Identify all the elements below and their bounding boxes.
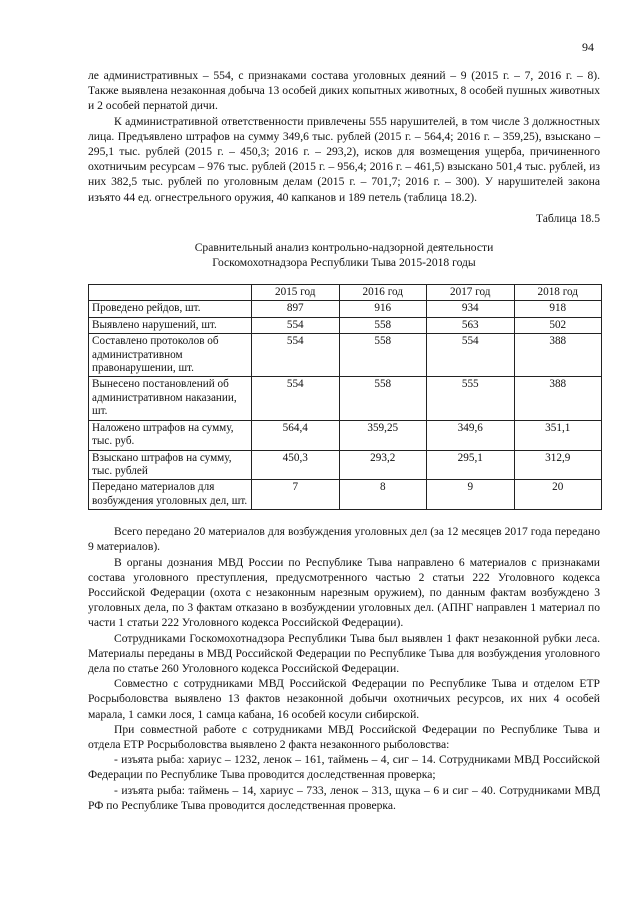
table-title-line-2: Госкомохотнадзора Республики Тыва 2015-2018 годы (212, 256, 476, 270)
table-cell: 564,4 (252, 420, 340, 450)
table-row (89, 377, 602, 420)
table-title-line-1: Сравнительный анализ контрольно-надзорной деятельности (194, 241, 494, 255)
table-cell: 388 (514, 334, 602, 377)
table-row (89, 420, 602, 450)
header-cell-2017: 2017 год (427, 285, 515, 301)
table-cell: 7 (252, 480, 340, 510)
table-cell: 558 (339, 334, 427, 377)
table-cell: 502 (514, 317, 602, 333)
header-cell-2015: 2015 год (252, 285, 340, 301)
table-cell: 450,3 (252, 450, 340, 480)
row-label: Наложено штрафов на сумму, тыс. руб. (89, 420, 252, 450)
table-label: Таблица 18.5 (535, 211, 600, 225)
row-label: Проведено рейдов, шт. (89, 301, 252, 317)
page-number: 94 (582, 40, 594, 54)
table-cell: 8 (339, 480, 427, 510)
header-cell-2016: 2016 год (339, 285, 427, 301)
table-cell: 388 (514, 377, 602, 420)
body-after-table (88, 524, 600, 813)
table-row (89, 480, 602, 510)
table-row (89, 317, 602, 333)
table-cell: 312,9 (514, 450, 602, 480)
row-label: Составлено протоколов об административном правонарушении, шт. (89, 334, 252, 377)
table-cell: 9 (427, 480, 515, 510)
table-cell: 558 (339, 317, 427, 333)
table-cell: 555 (427, 377, 515, 420)
document-body (88, 68, 600, 813)
row-label: Вынесено постановлений об административном наказании, шт. (89, 377, 252, 420)
paragraph-total-materials: Всего передано 20 материалов для возбуждения уголовных дел (за 12 месяцев 2017 года передано 9 материалов). (88, 525, 600, 554)
table-cell: 554 (252, 317, 340, 333)
list-item-fish-seized-2: - изъята рыба: таймень – 14, хариус – 733, ленок – 313, щука – 6 и сиг – 40. Сотрудниками МВД РФ по Республике Тыва проводится доследственная проверка. (88, 783, 600, 812)
table-cell: 897 (252, 301, 340, 317)
paragraph-joint-hunting: Совместно с сотрудниками МВД Российской Федерации по Республике Тыва и отделом ЕТР Росрыболовства выявлено 13 фактов незаконной добычи охотничьих ресурсов, их них 4 особей марала, 1 самки лося, 1 самца кабана, 16 особей косули сибирской. (88, 677, 600, 721)
row-label: Выявлено нарушений, шт. (89, 317, 252, 333)
table-cell: 293,2 (339, 450, 427, 480)
table-cell: 918 (514, 301, 602, 317)
table-cell: 351,1 (514, 420, 602, 450)
table-cell: 934 (427, 301, 515, 317)
table-row (89, 301, 602, 317)
comparison-table (88, 284, 602, 510)
paragraph-continuation: ле административных – 554, с признаками состава уголовных деяний – 9 (2015 г. – 7, 2016 г. – 8). Также выявлена незаконная добыча 13 особей диких копытных животных, 8 особей пушных животных и 2 особей пернатой дичи. (88, 69, 600, 113)
paragraph-administrative-liability: К административной ответственности привлечены 555 нарушителей, в том числе 3 должностных лица. Предъявлено штрафов на сумму 349,6 тыс. рублей (2015 г. – 564,4; 2016 г. – 359,25), взыскано – 295,1 тыс. рублей (2015 г. – 450,3; 2016 г. – 293,2), исков для возмещения ущерба, причиненного охотничьим ресурсам – 976 тыс. рублей (2015 г. – 956,4; 2016 г. – 461,5) взыскано 501,4 тыс. рублей, из них 382,5 тыс. рублей по уголовным делам (2015 г. – 701,7; 2016 г. – 300). У нарушителей закона изъято 44 ед. огнестрельного оружия, 40 капканов и 189 петель (таблица 18.2). (88, 114, 600, 204)
table-cell: 563 (427, 317, 515, 333)
table-cell: 554 (252, 334, 340, 377)
table-cell: 554 (427, 334, 515, 377)
table-cell: 359,25 (339, 420, 427, 450)
paragraph-joint-fishing: При совместной работе с сотрудниками МВД Российской Федерации по Республике Тыва и отдела ЕТР Росрыболовства выявлено 2 факта незаконного рыболовства: (88, 722, 600, 751)
paragraph-illegal-logging: Сотрудниками Госкомохотнадзора Республики Тыва был выявлен 1 факт незаконной рубки леса. Материалы переданы в МВД Российской Федерации по Республике Тыва для возбуждения уголовного дела по статье 260 Уголовного кодекса Российской Федерации. (88, 631, 600, 675)
row-label: Передано материалов для возбуждения уголовных дел, шт. (89, 480, 252, 510)
table-cell: 558 (339, 377, 427, 420)
row-label: Взыскано штрафов на сумму, тыс. рублей (89, 450, 252, 480)
table-title (88, 240, 600, 270)
paragraph-inquiry-bodies: В органы дознания МВД России по Республике Тыва направлено 6 материалов с признаками состава уголовного преступления, предусмотренного частью 2 статьи 222 Уголовного кодекса Российской Федерации (охота с незаконным нарезным оружием), по данным фактам возбуждено 3 уголовных дела, по 3 фактам отказано в возбуждении уголовных дел. (АПНГ направлен 1 материал по части 1 статьи 222 Уголовного кодекса Российской Федерации). (88, 555, 600, 630)
table-cell: 349,6 (427, 420, 515, 450)
table-header-row (89, 285, 602, 301)
table-row (89, 450, 602, 480)
table-cell: 916 (339, 301, 427, 317)
header-cell-2018: 2018 год (514, 285, 602, 301)
header-cell-empty (89, 285, 252, 301)
table-row (89, 334, 602, 377)
table-cell: 20 (514, 480, 602, 510)
table-cell: 554 (252, 377, 340, 420)
list-item-fish-seized-1: - изъята рыба: хариус – 1232, ленок – 161, таймень – 4, сиг – 14. Сотрудниками МВД Российской Федерации по Республике Тыва проводится доследственная проверка; (88, 753, 600, 782)
table-cell: 295,1 (427, 450, 515, 480)
